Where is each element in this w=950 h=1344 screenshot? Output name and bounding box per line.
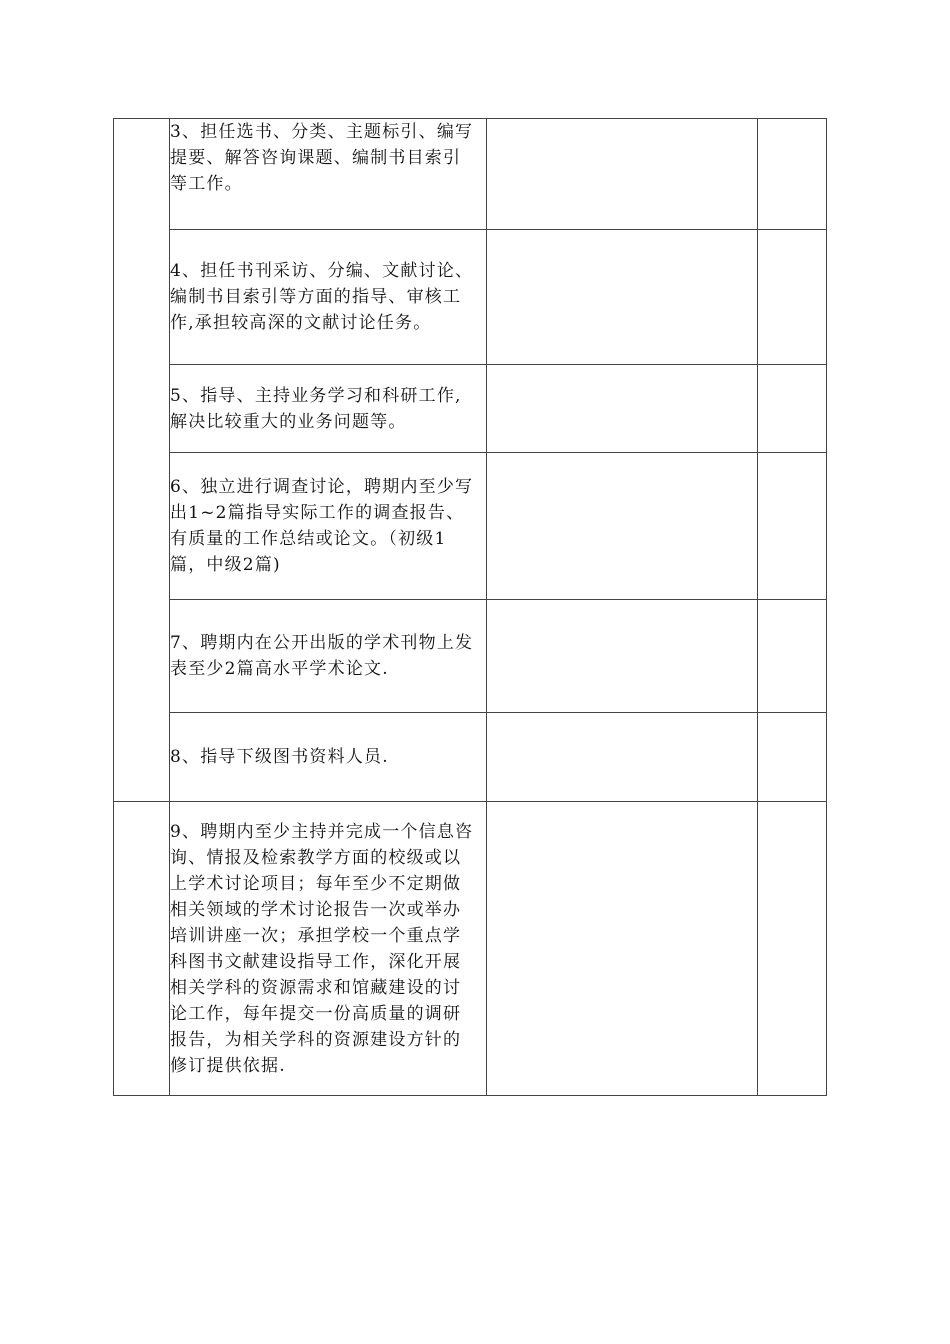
category-cell-2 bbox=[114, 802, 170, 1096]
score-cell-6 bbox=[758, 453, 827, 600]
assessment-cell-3 bbox=[487, 119, 758, 230]
score-cell-5 bbox=[758, 365, 827, 453]
table-row bbox=[114, 802, 827, 1096]
table-row bbox=[114, 453, 827, 600]
score-cell-4 bbox=[758, 230, 827, 365]
assessment-cell-9 bbox=[487, 802, 758, 1096]
score-cell-3 bbox=[758, 119, 827, 230]
requirement-cell-6: 6、独立进行调查讨论，聘期内至少写 出1~2篇指导实际工作的调查报告、 有质量的工作总结或论文。（初级1 篇，中级2篇) bbox=[170, 453, 487, 600]
requirement-cell-3: 3、担任选书、分类、主题标引、编写 提要、解答咨询课题、编制书目索引 等工作。 bbox=[170, 119, 487, 230]
requirement-cell-7: 7、聘期内在公开出版的学术刊物上发 表至少2篇高水平学术论文. bbox=[170, 600, 487, 713]
table-row bbox=[114, 119, 827, 230]
assessment-cell-6 bbox=[487, 453, 758, 600]
requirement-cell-9: 9、聘期内至少主持并完成一个信息咨 询、情报及检索教学方面的校级或以 上学术讨论项目；每年至少不定期做 相关领域的学术讨论报告一次或举办 培训讲座一次；承担学校一个重点学 科图书文献建设指导工作，深化开展 相关学科的资源需求和馆藏建设的讨 论工作，每年提交一份高质量的调研 报告，为相关学科的资源建设方针的 修订提供依据. bbox=[170, 802, 487, 1096]
assessment-cell-5 bbox=[487, 365, 758, 453]
score-cell-9 bbox=[758, 802, 827, 1096]
requirement-cell-5: 5、指导、主持业务学习和科研工作, 解决比较重大的业务问题等。 bbox=[170, 365, 487, 453]
table-row bbox=[114, 365, 827, 453]
score-cell-8 bbox=[758, 713, 827, 802]
assessment-cell-4 bbox=[487, 230, 758, 365]
assessment-cell-7 bbox=[487, 600, 758, 713]
job-duties-table bbox=[113, 118, 827, 1096]
assessment-cell-8 bbox=[487, 713, 758, 802]
score-cell-7 bbox=[758, 600, 827, 713]
table-row bbox=[114, 713, 827, 802]
requirement-cell-4: 4、担任书刊采访、分编、文献讨论、 编制书目索引等方面的指导、审核工 作,承担较高深的文献讨论任务。 bbox=[170, 230, 487, 365]
category-cell-merged bbox=[114, 119, 170, 802]
table-row bbox=[114, 230, 827, 365]
requirement-cell-8: 8、指导下级图书资料人员. bbox=[170, 713, 487, 802]
table-row bbox=[114, 600, 827, 713]
